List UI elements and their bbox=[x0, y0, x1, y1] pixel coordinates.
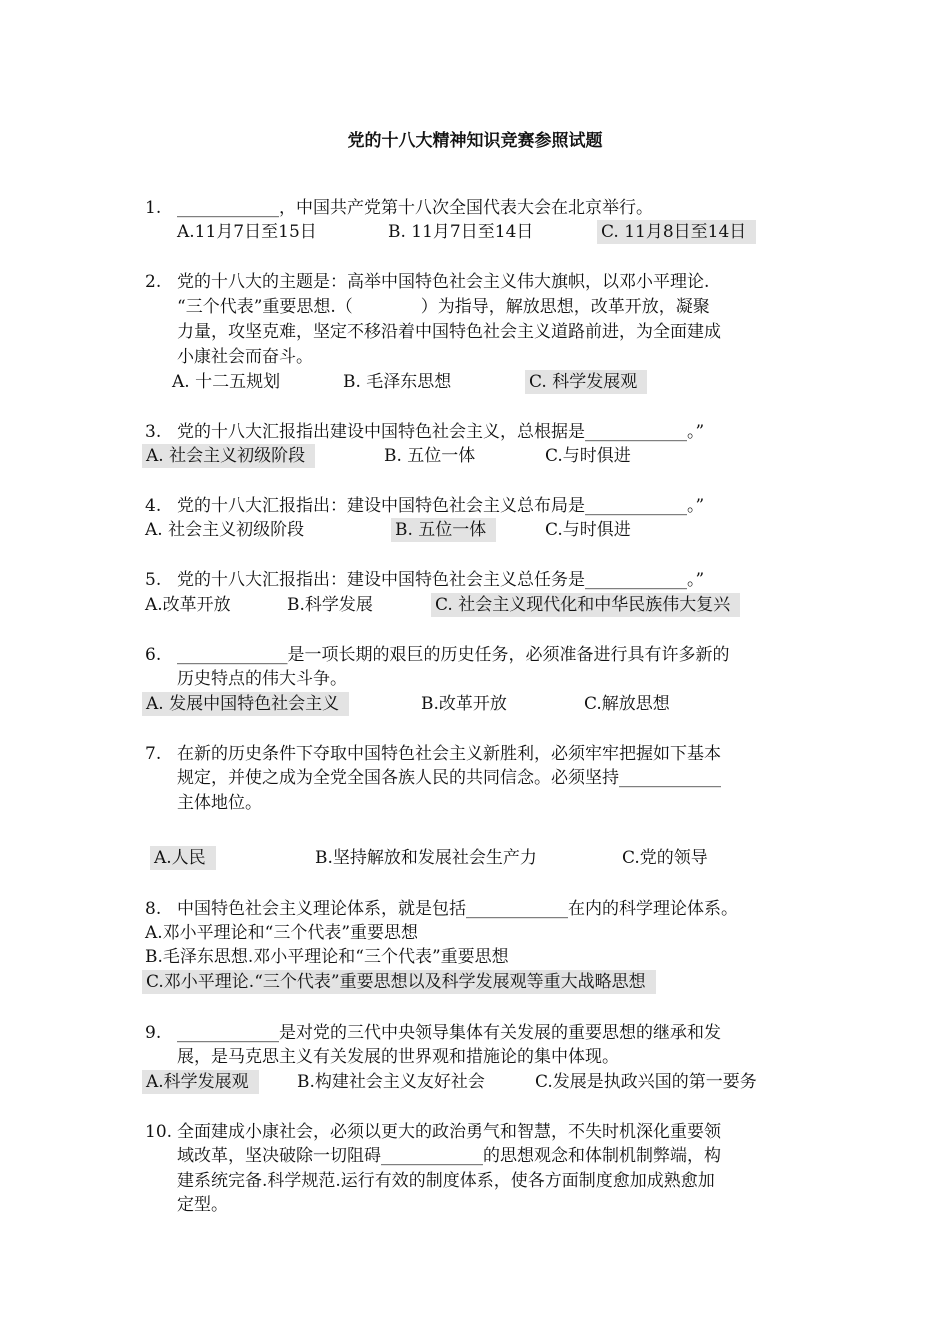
question-text: 党的十八大汇报指出：建设中国特色社会主义总任务是____________。” bbox=[177, 570, 705, 590]
question-text: 党的十八大汇报指出建设中国特色社会主义，总根据是____________。” bbox=[177, 422, 705, 442]
option-c-answer: C. 科学发展观 bbox=[525, 370, 647, 394]
question-text: _____________是一项长期的艰巨的历史任务，必须准备进行具有许多新的 bbox=[177, 645, 730, 665]
option-a: A.11月7日至15日 bbox=[177, 222, 317, 242]
question-number: 8. bbox=[145, 899, 162, 919]
question-text: 域改革，坚决破除一切阻碍____________的思想观念和体制机制弊端，构 bbox=[177, 1146, 721, 1166]
question-number: 7. bbox=[145, 744, 162, 764]
option-a-answer: A.人民 bbox=[150, 846, 216, 870]
question-text: 在新的历史条件下夺取中国特色社会主义新胜利，必须牢牢把握如下基本 bbox=[177, 744, 721, 764]
option-a: A.邓小平理论和“三个代表”重要思想 bbox=[145, 923, 419, 943]
option-c-answer: C. 社会主义现代化和中华民族伟大复兴 bbox=[431, 593, 740, 617]
option-b: B. 五位一体 bbox=[384, 446, 476, 466]
option-b-answer: B. 五位一体 bbox=[391, 518, 496, 542]
option-c: C.党的领导 bbox=[622, 848, 708, 868]
option-b: B. 毛泽东思想 bbox=[343, 372, 452, 392]
option-b: B.毛泽东思想.邓小平理论和“三个代表”重要思想 bbox=[145, 947, 509, 967]
question-text: 历史特点的伟大斗争。 bbox=[177, 669, 347, 689]
option-a: A. 十二五规划 bbox=[172, 372, 281, 392]
question-text: 定型。 bbox=[177, 1195, 228, 1215]
question-number: 1. bbox=[145, 198, 162, 218]
option-b: B.科学发展 bbox=[287, 595, 373, 615]
question-text: 规定，并使之成为全党全国各族人民的共同信念。必须坚持____________ bbox=[177, 768, 721, 788]
question-number: 6. bbox=[145, 645, 162, 665]
option-a-answer: A. 社会主义初级阶段 bbox=[142, 444, 315, 468]
question-number: 9. bbox=[145, 1023, 162, 1043]
option-c: C.解放思想 bbox=[584, 694, 670, 714]
option-b: B. 11月7日至14日 bbox=[388, 222, 534, 242]
question-number: 2. bbox=[145, 272, 162, 292]
option-b: B.构建社会主义友好社会 bbox=[297, 1072, 485, 1092]
question-text: “三个代表”重要思想.（ ）为指导，解放思想，改革开放，凝聚 bbox=[177, 297, 710, 317]
question-text: 党的十八大的主题是：高举中国特色社会主义伟大旗帜，以邓小平理论. bbox=[177, 272, 710, 292]
option-c: C.发展是执政兴国的第一要务 bbox=[535, 1072, 757, 1092]
option-b: B.改革开放 bbox=[421, 694, 507, 714]
question-text: 展，是马克思主义有关发展的世界观和措施论的集中体现。 bbox=[177, 1047, 619, 1067]
question-text: ____________是对党的三代中央领导集体有关发展的重要思想的继承和发 bbox=[177, 1023, 721, 1043]
question-text: 全面建成小康社会，必须以更大的政治勇气和智慧，不失时机深化重要领 bbox=[177, 1122, 721, 1142]
option-c-answer: C.邓小平理论.“三个代表”重要思想以及科学发展观等重大战略思想 bbox=[142, 970, 656, 994]
option-c-answer: C. 11月8日至14日 bbox=[597, 220, 756, 244]
question-text: 建系统完备.科学规范.运行有效的制度体系，使各方面制度愈加成熟愈加 bbox=[177, 1171, 715, 1191]
question-text: ____________，中国共产党第十八次全国代表大会在北京举行。 bbox=[177, 198, 653, 218]
question-text: 小康社会而奋斗。 bbox=[177, 347, 313, 367]
question-text: 党的十八大汇报指出：建设中国特色社会主义总布局是____________。” bbox=[177, 496, 705, 516]
question-text: 力量，攻坚克难，坚定不移沿着中国特色社会主义道路前进，为全面建成 bbox=[177, 322, 721, 342]
question-text: 主体地位。 bbox=[177, 793, 262, 813]
question-number: 4. bbox=[145, 496, 162, 516]
option-c: C.与时俱进 bbox=[545, 446, 631, 466]
option-a: A. 社会主义初级阶段 bbox=[145, 520, 305, 540]
question-number: 3. bbox=[145, 422, 162, 442]
option-b: B.坚持解放和发展社会生产力 bbox=[315, 848, 537, 868]
option-c: C.与时俱进 bbox=[545, 520, 631, 540]
option-a-answer: A. 发展中国特色社会主义 bbox=[142, 692, 349, 716]
question-number: 5. bbox=[145, 570, 162, 590]
option-a: A.改革开放 bbox=[145, 595, 231, 615]
page-title: 党的十八大精神知识竞赛参照试题 bbox=[347, 131, 603, 151]
question-number: 10. bbox=[145, 1122, 173, 1142]
question-text: 中国特色社会主义理论体系，就是包括____________在内的科学理论体系。 bbox=[177, 899, 738, 919]
option-a-answer: A.科学发展观 bbox=[142, 1070, 259, 1094]
